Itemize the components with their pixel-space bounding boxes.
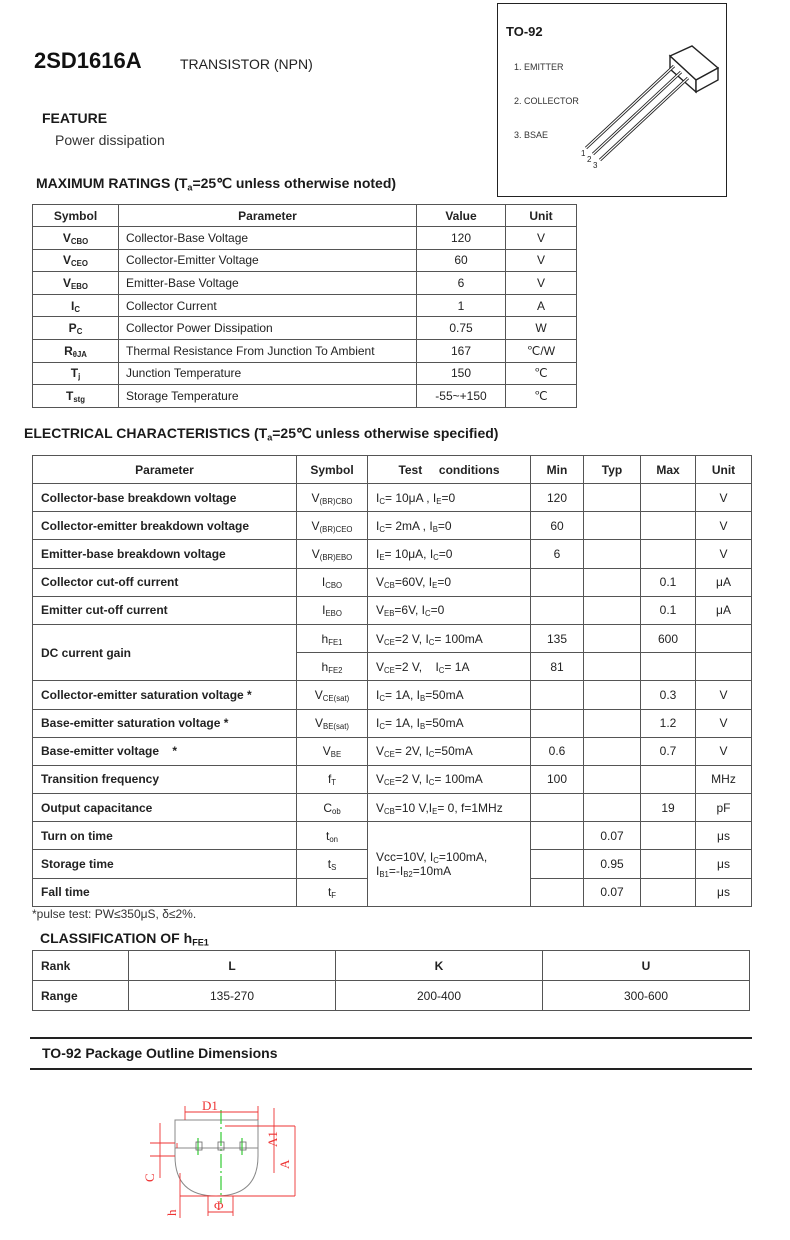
conditions-cell: $I_C= 10\mu A$ , $I_E=0$ — [368, 484, 531, 512]
table-row — [33, 512, 752, 540]
min-cell: 60 — [531, 512, 584, 540]
conditions-cell: $I_C= 1A$, $I_B=50mA$ — [368, 709, 531, 737]
table-row — [33, 249, 577, 272]
parameter-cell: DC current gain — [33, 624, 297, 680]
table-row — [33, 484, 752, 512]
to92-package-icon — [576, 42, 726, 172]
min-cell — [531, 878, 584, 906]
typ-cell: 0.07 — [584, 822, 641, 850]
column-header: Unit — [506, 205, 577, 227]
column-header: Parameter — [33, 456, 297, 484]
unit-cell: ℃ — [506, 385, 577, 408]
svg-text:A1: A1 — [265, 1131, 280, 1147]
symbol-cell: $V_{EBO}$ — [33, 272, 119, 295]
symbol-cell: $t_S$ — [297, 850, 368, 878]
max-cell: 0.7 — [641, 737, 696, 765]
column-header: Symbol — [33, 205, 119, 227]
column-header: Unit — [696, 456, 752, 484]
symbol-cell: $V_{(BR)CEO}$ — [297, 512, 368, 540]
range-cell: 200-400 — [336, 981, 543, 1011]
rank-label: Rank — [33, 951, 129, 981]
parameter-cell: Emitter-Base Voltage — [119, 272, 417, 295]
typ-cell — [584, 484, 641, 512]
unit-cell: V — [696, 512, 752, 540]
symbol-cell: $I_{EBO}$ — [297, 596, 368, 624]
table-row — [33, 737, 752, 765]
package-pinout-box — [497, 3, 727, 197]
max-ratings-table — [32, 204, 577, 408]
min-cell — [531, 709, 584, 737]
parameter-cell: Storage Temperature — [119, 385, 417, 408]
symbol-cell: $I_{CBO}$ — [297, 568, 368, 596]
unit-cell: ℃/W — [506, 339, 577, 362]
parameter-cell: Collector cut-off current — [33, 568, 297, 596]
range-label: Range — [33, 981, 129, 1011]
column-header: Min — [531, 456, 584, 484]
value-cell: -55~+150 — [417, 385, 506, 408]
pulse-test-note: *pulse test: PW≤350μS, δ≤2%. — [32, 907, 197, 921]
conditions-cell: $V_{CB}=10$ $V,I_E= 0$, f=1MHz — [368, 794, 531, 822]
feature-description: Power dissipation — [55, 132, 165, 148]
symbol-cell: $t_{on}$ — [297, 822, 368, 850]
part-number: 2SD1616A — [34, 48, 142, 73]
unit-cell: W — [506, 317, 577, 340]
typ-cell — [584, 737, 641, 765]
typ-cell — [584, 794, 641, 822]
table-row — [33, 362, 577, 385]
device-type: TRANSISTOR (NPN) — [180, 56, 313, 72]
max-cell: 1.2 — [641, 709, 696, 737]
column-header: Test conditions — [368, 456, 531, 484]
symbol-cell: $P_C$ — [33, 317, 119, 340]
symbol-cell: $T_{stg}$ — [33, 385, 119, 408]
value-cell: 167 — [417, 339, 506, 362]
unit-cell: MHz — [696, 765, 752, 793]
symbol-cell: $T_j$ — [33, 362, 119, 385]
unit-cell: V — [696, 484, 752, 512]
range-row — [33, 981, 750, 1011]
min-cell — [531, 596, 584, 624]
svg-text:1: 1 — [581, 149, 586, 158]
parameter-cell: Storage time — [33, 850, 297, 878]
table-row — [33, 385, 577, 408]
table-row — [33, 272, 577, 295]
min-cell: 6 — [531, 540, 584, 568]
pin-3-label: 3. BSAE — [514, 130, 549, 140]
max-cell — [641, 484, 696, 512]
unit-cell: V — [506, 272, 577, 295]
unit-cell: μs — [696, 878, 752, 906]
classification-heading: CLASSIFICATION OF $h_{FE1}$ — [40, 930, 209, 948]
typ-cell — [584, 681, 641, 709]
typ-cell — [584, 596, 641, 624]
rank-row — [33, 951, 750, 981]
pin-1-label: 1. EMITTER — [514, 62, 564, 72]
value-cell: 120 — [417, 227, 506, 250]
typ-cell — [584, 709, 641, 737]
min-cell — [531, 822, 584, 850]
column-header: Typ — [584, 456, 641, 484]
symbol-cell: $C_{ob}$ — [297, 794, 368, 822]
symbol-cell: $R_{\theta JA}$ — [33, 339, 119, 362]
typ-cell — [584, 568, 641, 596]
unit-cell: V — [696, 709, 752, 737]
rank-cell: K — [336, 951, 543, 981]
table-row — [33, 624, 752, 652]
rank-cell: U — [543, 951, 750, 981]
unit-cell: V — [506, 227, 577, 250]
pin-2-label: 2. COLLECTOR — [514, 96, 579, 106]
table-row — [33, 294, 577, 317]
divider — [30, 1068, 752, 1070]
table-row — [33, 540, 752, 568]
unit-cell: A — [506, 294, 577, 317]
value-cell: 1 — [417, 294, 506, 317]
range-cell: 300-600 — [543, 981, 750, 1011]
table-row — [33, 317, 577, 340]
symbol-cell: $h_{FE1}$ — [297, 624, 368, 652]
switching-conditions-cell: Vcc=10V, $I_C=100mA$, $I_{B1}=-I_{B2}=10mA$ — [368, 822, 531, 907]
table-row — [33, 568, 752, 596]
min-cell — [531, 850, 584, 878]
table-row — [33, 794, 752, 822]
min-cell: 100 — [531, 765, 584, 793]
parameter-cell: Collector-emitter saturation voltage * — [33, 681, 297, 709]
parameter-cell: Collector-Base Voltage — [119, 227, 417, 250]
symbol-cell: $I_C$ — [33, 294, 119, 317]
typ-cell — [584, 624, 641, 652]
svg-text:h: h — [164, 1209, 179, 1216]
conditions-cell: $V_{CE}= 2V$, $I_C=50mA$ — [368, 737, 531, 765]
unit-cell: μA — [696, 596, 752, 624]
typ-cell: 0.95 — [584, 850, 641, 878]
conditions-cell: $I_C= 1A$, $I_B=50mA$ — [368, 681, 531, 709]
symbol-cell: $f_T$ — [297, 765, 368, 793]
symbol-cell: $V_{BE}$ — [297, 737, 368, 765]
min-cell: 81 — [531, 653, 584, 681]
max-cell: 0.1 — [641, 596, 696, 624]
parameter-cell: Thermal Resistance From Junction To Ambient — [119, 339, 417, 362]
max-cell — [641, 653, 696, 681]
value-cell: 6 — [417, 272, 506, 295]
table-header-row — [33, 456, 752, 484]
table-row — [33, 596, 752, 624]
typ-cell: 0.07 — [584, 878, 641, 906]
value-cell: 60 — [417, 249, 506, 272]
electrical-characteristics-heading: ELECTRICAL CHARACTERISTICS ($T_a=25℃$ unless otherwise specified) — [24, 425, 499, 443]
unit-cell: V — [506, 249, 577, 272]
unit-cell — [696, 653, 752, 681]
parameter-cell: Transition frequency — [33, 765, 297, 793]
symbol-cell: $t_F$ — [297, 878, 368, 906]
unit-cell: V — [696, 540, 752, 568]
parameter-cell: Turn on time — [33, 822, 297, 850]
electrical-characteristics-table — [32, 455, 752, 907]
package-outline-heading: TO-92 Package Outline Dimensions — [42, 1045, 278, 1061]
package-outline-drawing — [140, 1098, 300, 1223]
max-cell — [641, 878, 696, 906]
package-title: TO-92 — [506, 24, 543, 39]
max-cell — [641, 765, 696, 793]
unit-cell: ℃ — [506, 362, 577, 385]
min-cell: 135 — [531, 624, 584, 652]
svg-text:2: 2 — [587, 155, 592, 164]
divider — [30, 1037, 752, 1039]
max-cell: 0.3 — [641, 681, 696, 709]
parameter-cell: Collector-base breakdown voltage — [33, 484, 297, 512]
parameter-cell: Collector-Emitter Voltage — [119, 249, 417, 272]
min-cell — [531, 681, 584, 709]
column-header: Max — [641, 456, 696, 484]
range-cell: 135-270 — [129, 981, 336, 1011]
classification-table — [32, 950, 750, 1011]
feature-heading: FEATURE — [42, 110, 108, 126]
typ-cell — [584, 653, 641, 681]
table-row — [33, 339, 577, 362]
typ-cell — [584, 765, 641, 793]
rank-cell: L — [129, 951, 336, 981]
value-cell: 150 — [417, 362, 506, 385]
max-cell: 19 — [641, 794, 696, 822]
table-row — [33, 227, 577, 250]
svg-text:Φ: Φ — [214, 1198, 224, 1213]
max-cell — [641, 512, 696, 540]
parameter-cell: Base-emitter voltage * — [33, 737, 297, 765]
table-header-row — [33, 205, 577, 227]
typ-cell — [584, 512, 641, 540]
unit-cell: V — [696, 737, 752, 765]
table-row — [33, 709, 752, 737]
min-cell: 0.6 — [531, 737, 584, 765]
svg-text:D1: D1 — [202, 1098, 218, 1113]
column-header: Value — [417, 205, 506, 227]
symbol-cell: $V_{CBO}$ — [33, 227, 119, 250]
max-cell: 600 — [641, 624, 696, 652]
unit-cell — [696, 624, 752, 652]
symbol-cell: $V_{CEO}$ — [33, 249, 119, 272]
unit-cell: V — [696, 681, 752, 709]
parameter-cell: Fall time — [33, 878, 297, 906]
value-cell: 0.75 — [417, 317, 506, 340]
parameter-cell: Collector Power Dissipation — [119, 317, 417, 340]
table-row — [33, 765, 752, 793]
max-cell — [641, 850, 696, 878]
conditions-cell: $V_{EB}=6V$, $I_C=0$ — [368, 596, 531, 624]
column-header: Symbol — [297, 456, 368, 484]
symbol-cell: $V_{BE(sat)}$ — [297, 709, 368, 737]
max-cell — [641, 540, 696, 568]
table-row — [33, 681, 752, 709]
unit-cell: μs — [696, 850, 752, 878]
typ-cell — [584, 540, 641, 568]
unit-cell: μs — [696, 822, 752, 850]
parameter-cell: Collector-emitter breakdown voltage — [33, 512, 297, 540]
max-ratings-heading: MAXIMUM RATINGS ($T_a=25℃$ unless otherwise noted) — [36, 175, 397, 193]
symbol-cell: $V_{(BR)EBO}$ — [297, 540, 368, 568]
table-row — [33, 822, 752, 850]
conditions-cell: $V_{CE}=2$ V, $I_C= 100mA$ — [368, 765, 531, 793]
conditions-cell: $V_{CE}=2$ V, $I_C= 1A$ — [368, 653, 531, 681]
symbol-cell: $h_{FE2}$ — [297, 653, 368, 681]
parameter-cell: Emitter-base breakdown voltage — [33, 540, 297, 568]
max-cell: 0.1 — [641, 568, 696, 596]
parameter-cell: Base-emitter saturation voltage * — [33, 709, 297, 737]
parameter-cell: Output capacitance — [33, 794, 297, 822]
min-cell — [531, 568, 584, 596]
parameter-cell: Emitter cut-off current — [33, 596, 297, 624]
column-header: Parameter — [119, 205, 417, 227]
unit-cell: pF — [696, 794, 752, 822]
symbol-cell: $V_{CE(sat)}$ — [297, 681, 368, 709]
parameter-cell: Junction Temperature — [119, 362, 417, 385]
svg-text:C: C — [142, 1173, 157, 1182]
conditions-cell: $I_C= 2mA$ , $I_B=0$ — [368, 512, 531, 540]
unit-cell: μA — [696, 568, 752, 596]
symbol-cell: $V_{(BR)CBO}$ — [297, 484, 368, 512]
conditions-cell: $V_{CB}=60V$, $I_E=0$ — [368, 568, 531, 596]
svg-text:A: A — [277, 1159, 292, 1169]
svg-text:3: 3 — [593, 161, 598, 170]
max-cell — [641, 822, 696, 850]
min-cell — [531, 794, 584, 822]
conditions-cell: $I_E= 10\mu A$, $I_C=0$ — [368, 540, 531, 568]
parameter-cell: Collector Current — [119, 294, 417, 317]
min-cell: 120 — [531, 484, 584, 512]
conditions-cell: $V_{CE}=2$ V, $I_C= 100mA$ — [368, 624, 531, 652]
